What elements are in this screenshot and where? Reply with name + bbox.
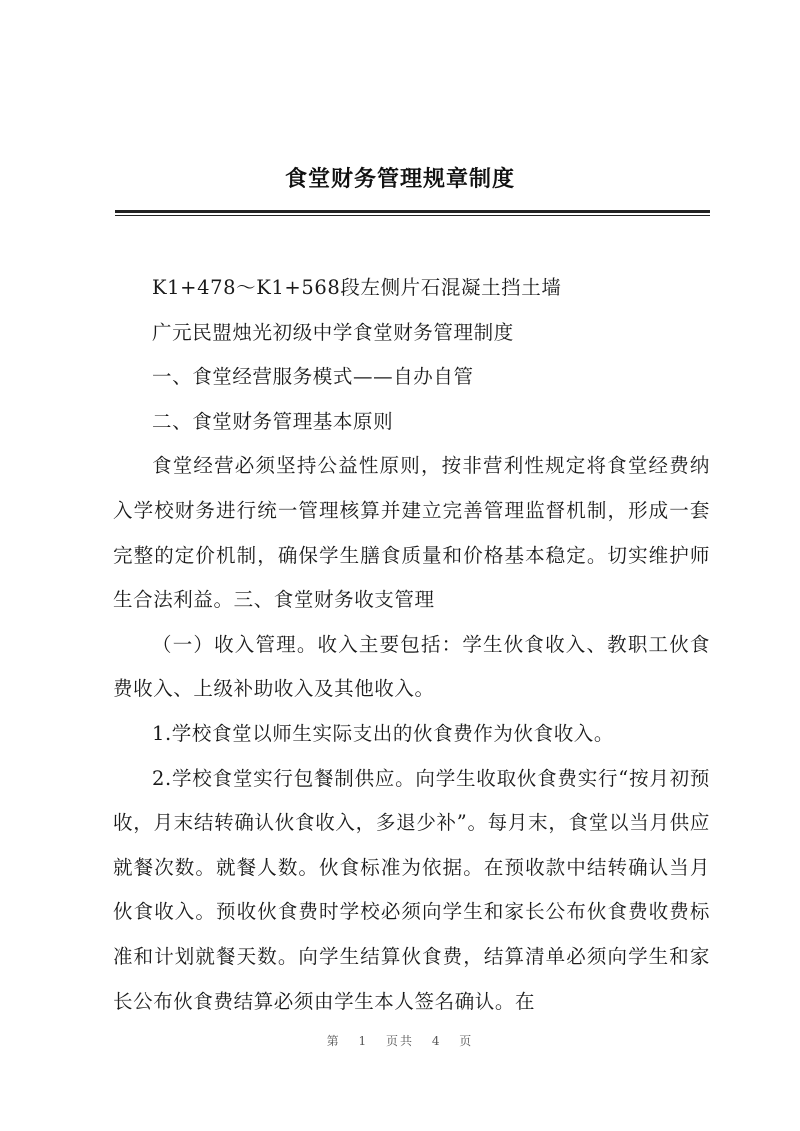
paragraph: 食堂经营必须坚持公益性原则，按非营利性规定将食堂经费纳入学校财务进行统一管理核算并建立完善管理监督机制，形成一套完整的定价机制，确保学生膳食质量和价格基本稳定。切实维护师生合法利益。三、食堂财务收支管理: [113, 454, 710, 612]
section-heading: 二、食堂财务管理基本原则: [152, 409, 394, 433]
page-footer: [0, 1032, 800, 1049]
section-heading: 一、食堂经营服务模式——自办自管: [152, 365, 474, 389]
document-title: 食堂财务管理规章制度: [284, 167, 515, 192]
footer-label-page: 第: [326, 1034, 341, 1048]
footer-label-of: 页共: [385, 1034, 414, 1048]
paragraph: K1+478～K1+568段左侧片石混凝土挡土墙: [152, 276, 562, 299]
paragraph: 广元民盟烛光初级中学食堂财务管理制度: [152, 320, 514, 344]
paragraph: （一）收入管理。收入主要包括：学生伙食收入、教职工伙食费收入、上级补助收入及其他收入。: [113, 632, 710, 701]
footer-label-pages: 页: [459, 1034, 474, 1048]
footer-current-page: 1: [358, 1034, 369, 1048]
title-divider: [115, 210, 710, 213]
document-body: [113, 266, 710, 1024]
paragraph: 2.学校食堂实行包餐制供应。向学生收取伙食费实行“按月初预收，月末结转确认伙食收入，多退少补”。每月末，食堂以当月供应就餐次数。就餐人数。伙食标准为依据。在预收款中结转确认当月伙食收入。预收伙食费时学校必须向学生和家长公布伙食费收费标准和计划就餐天数。向学生结算伙食费，结算清单必须向学生和家长公布伙食费结算必须由学生本人签名确认。在: [113, 766, 710, 1013]
footer-total-pages: 4: [431, 1034, 442, 1048]
paragraph: 1.学校食堂以师生实际支出的伙食费作为伙食收入。: [152, 721, 615, 745]
